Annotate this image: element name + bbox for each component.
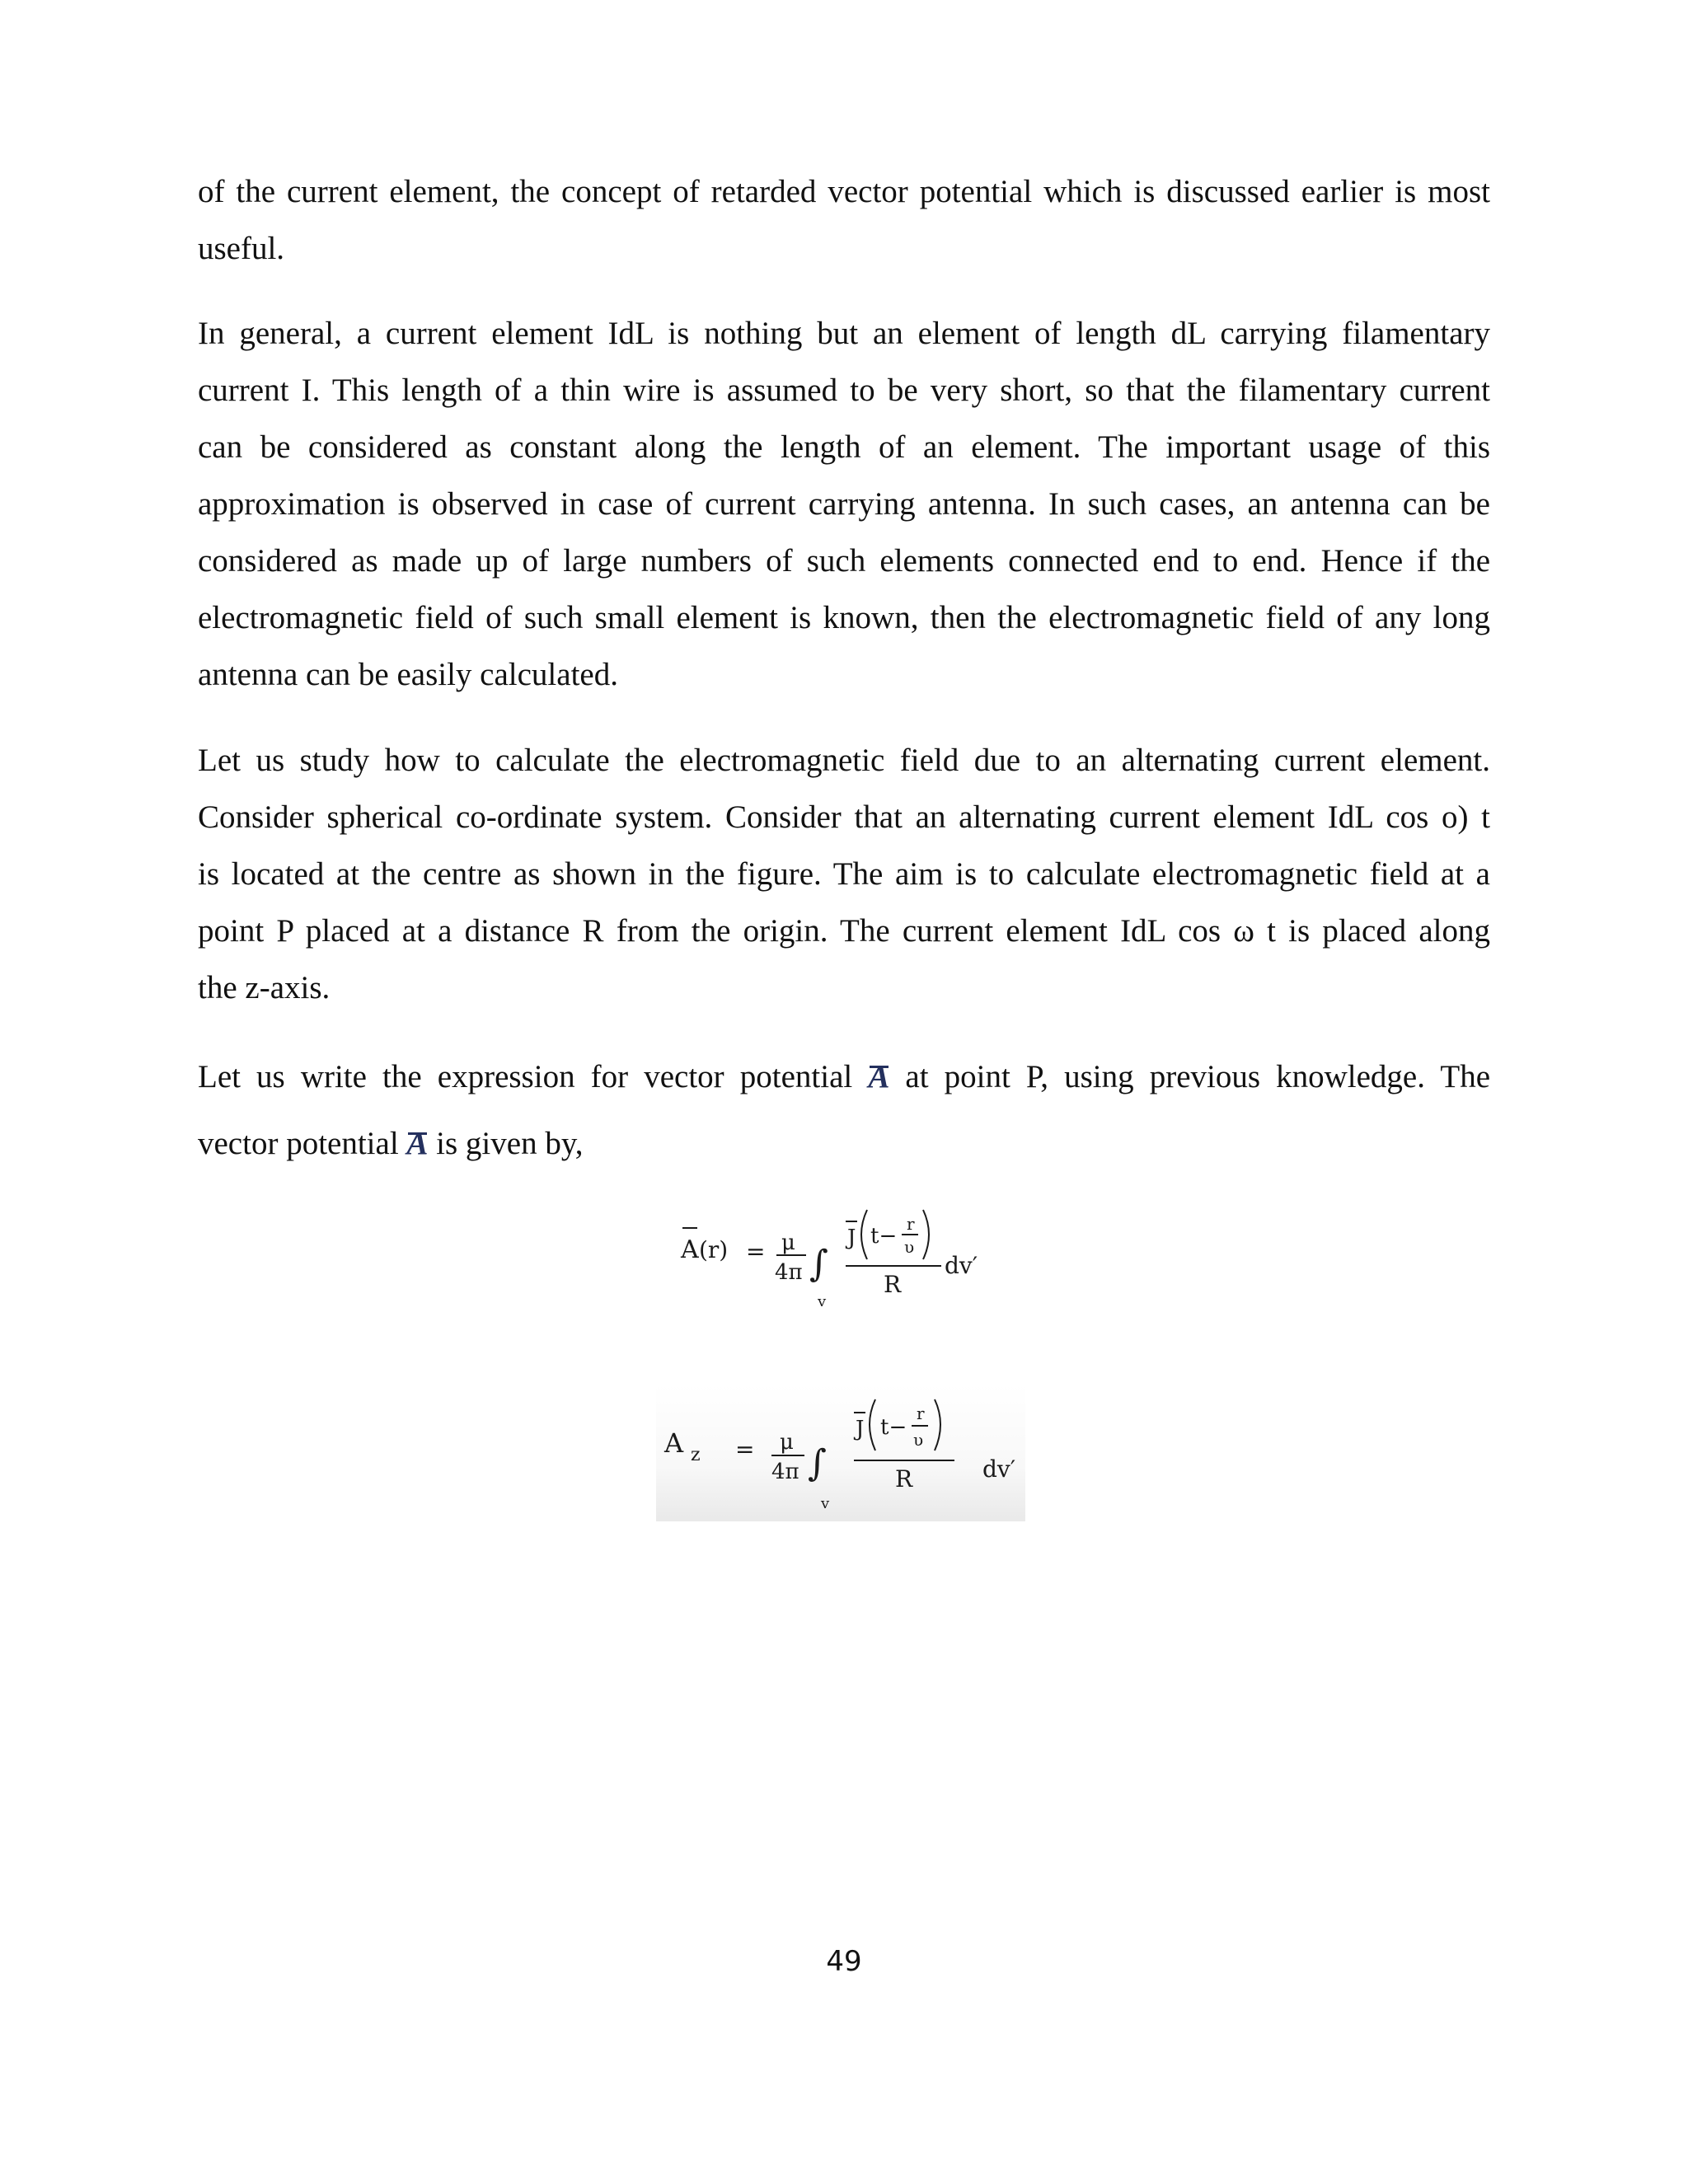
text-fragment: vector potential [198,1126,399,1161]
text-line: the z-axis. [198,970,331,1005]
eq1-t-minus: t− [870,1224,898,1249]
eq2-lhs: A [664,1427,684,1459]
eq1-equals: = [746,1238,766,1265]
eq2-four-pi: 4π [771,1460,799,1484]
text-fragment: at point P, using previous knowledge. The [905,1059,1491,1094]
text-fragment: Let us write the expression for vector potential [198,1059,853,1094]
text-line: is located at the centre as shown in the figure. The aim is to calculate electromagnetic field at a [198,856,1490,892]
eq2-dv: dv′ [982,1455,1016,1483]
eq2-equals: = [735,1436,755,1463]
text-line: Consider spherical co-ordinate system. Consider that an alternating current element IdL cos o) t [198,799,1490,835]
eq1-R: R [884,1271,902,1298]
text-line [198,1048,1490,1105]
text-line: approximation is observed in case of current carrying antenna. In such cases, an antenna can be [198,486,1490,522]
paragraph-4 [198,1048,1490,1172]
eq1-r: r [907,1214,915,1234]
eq2-integral: ∫ [808,1442,827,1484]
paragraph-1 [198,163,1490,277]
paragraph-3 [198,732,1490,1016]
text-line: antenna can be easily calculated. [198,657,618,692]
eq2-t-minus: t− [880,1415,907,1440]
eq1-v: υ [904,1237,915,1257]
paragraph-2 [198,305,1490,703]
eq1-dv: dv′ [945,1252,978,1279]
eq2-volume: v [821,1495,830,1512]
vector-a-symbol: A [868,1059,890,1094]
text-line: point P placed at a distance R from the origin. The current element IdL cos ω t is placed along [198,913,1490,949]
eq2-J: J [856,1417,865,1441]
eq1-J: J [847,1226,856,1250]
text-line: considered as made up of large numbers of such elements connected end to end. Hence if the [198,543,1490,579]
eq2-lhs-sub: z [691,1445,701,1465]
eq1-mu: μ [781,1230,795,1255]
eq1-lhs: A [681,1235,699,1264]
eq1-integral: ∫ [809,1243,828,1285]
text-line: useful. [198,231,285,266]
text-line: of the current element, the concept of retarded vector potential which is discussed earlier is most [198,174,1490,209]
vector-a-symbol: A [406,1126,429,1161]
eq1-lhs-arg: (r) [699,1236,729,1263]
eq1-volume: v [818,1293,827,1310]
eq2-mu: μ [780,1430,794,1455]
text-line: can be considered as constant along the length of an element. The important usage of this [198,429,1490,465]
eq2-v: υ [913,1430,924,1450]
eq2-r: r [917,1404,925,1423]
text-line: In general, a current element IdL is nothing but an element of length dL carrying filamentary [198,316,1490,351]
eq2-R: R [895,1465,913,1493]
text-line: electromagnetic field of such small element is known, then the electromagnetic field of any long [198,600,1490,635]
text-line: Let us study how to calculate the electromagnetic field due to an alternating current element. [198,743,1490,778]
eq1-four-pi: 4π [775,1260,803,1285]
equation-vector-potential [659,1203,1039,1343]
text-line: current I. This length of a thin wire is assumed to be very short, so that the filamentary current [198,373,1490,408]
equation-vector-potential-z [656,1385,1025,1521]
text-fragment: is given by, [436,1126,584,1161]
page-number: 49 [826,1945,862,1978]
